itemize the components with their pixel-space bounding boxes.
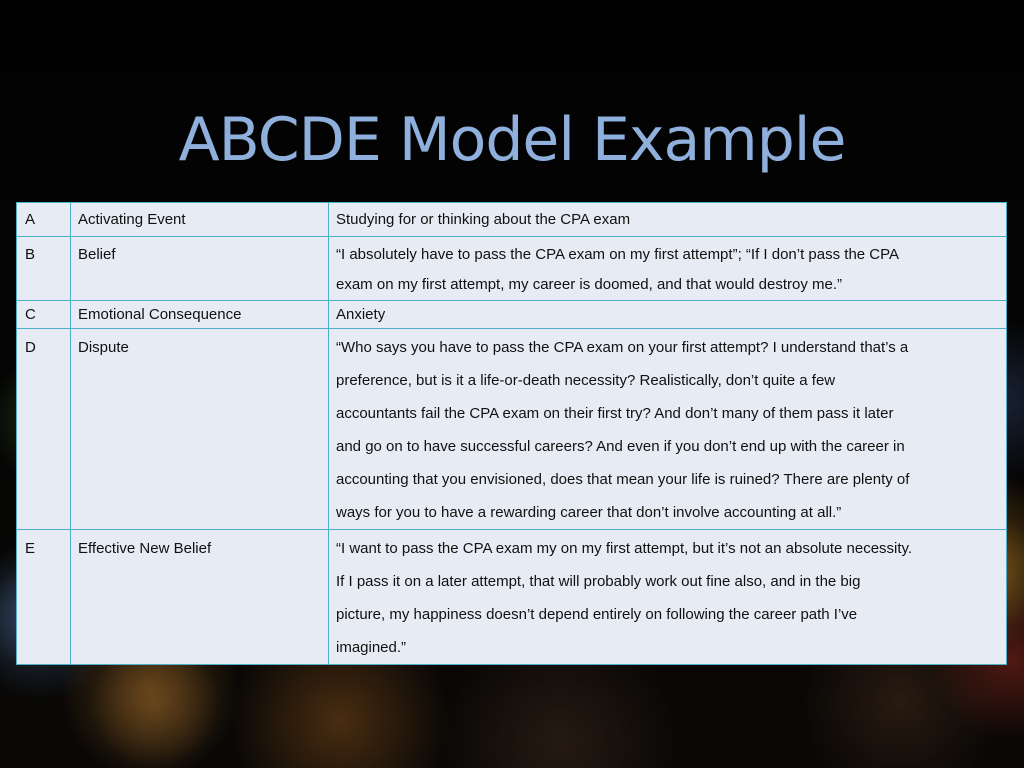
row-name: Emotional Consequence xyxy=(71,301,329,329)
slide-title: ABCDE Model Example xyxy=(178,105,846,175)
example-line: “I absolutely have to pass the CPA exam on my first attempt”; “If I don’t pass the CPA xyxy=(336,246,900,263)
example-line: imagined.” xyxy=(336,639,407,656)
row-letter: B xyxy=(17,237,71,301)
example-line: preference, but is it a life-or-death necessity? Realistically, don’t quite a few xyxy=(336,372,836,389)
example-line: and go on to have successful careers? And even if you don’t end up with the career in xyxy=(336,438,905,455)
row-example xyxy=(329,301,1007,329)
example-line: ways for you to have a rewarding career that don’t involve accounting at all.” xyxy=(336,504,842,521)
example-line: If I pass it on a later attempt, that will probably work out fine also, and in the big xyxy=(336,573,861,590)
example-line: exam on my first attempt, my career is doomed, and that would destroy me.” xyxy=(336,276,843,293)
row-example xyxy=(329,237,1007,301)
example-line: Studying for or thinking about the CPA exam xyxy=(336,211,631,228)
example-line: accountants fail the CPA exam on their first try? And don’t many of them pass it later xyxy=(336,405,894,422)
example-line: picture, my happiness doesn’t depend entirely on following the career path I’ve xyxy=(336,606,858,623)
example-line: Anxiety xyxy=(336,306,386,323)
table-row xyxy=(17,301,1007,329)
abcde-table-container xyxy=(16,202,1007,665)
row-example xyxy=(329,203,1007,237)
row-letter: C xyxy=(17,301,71,329)
row-name: Effective New Belief xyxy=(71,530,329,665)
row-example xyxy=(329,530,1007,665)
row-name: Dispute xyxy=(71,329,329,530)
example-line: “I want to pass the CPA exam my on my first attempt, but it’s not an absolute necessity. xyxy=(336,540,913,557)
table-row xyxy=(17,530,1007,665)
table-row xyxy=(17,237,1007,301)
row-name: Belief xyxy=(71,237,329,301)
table-row xyxy=(17,329,1007,530)
row-name: Activating Event xyxy=(71,203,329,237)
example-line: accounting that you envisioned, does that mean your life is ruined? There are plenty of xyxy=(336,471,910,488)
table-row xyxy=(17,203,1007,237)
row-letter: D xyxy=(17,329,71,530)
example-line: “Who says you have to pass the CPA exam on your first attempt? I understand that’s a xyxy=(336,339,909,356)
row-letter: E xyxy=(17,530,71,665)
row-example xyxy=(329,329,1007,530)
row-letter: A xyxy=(17,203,71,237)
abcde-table xyxy=(16,202,1007,665)
